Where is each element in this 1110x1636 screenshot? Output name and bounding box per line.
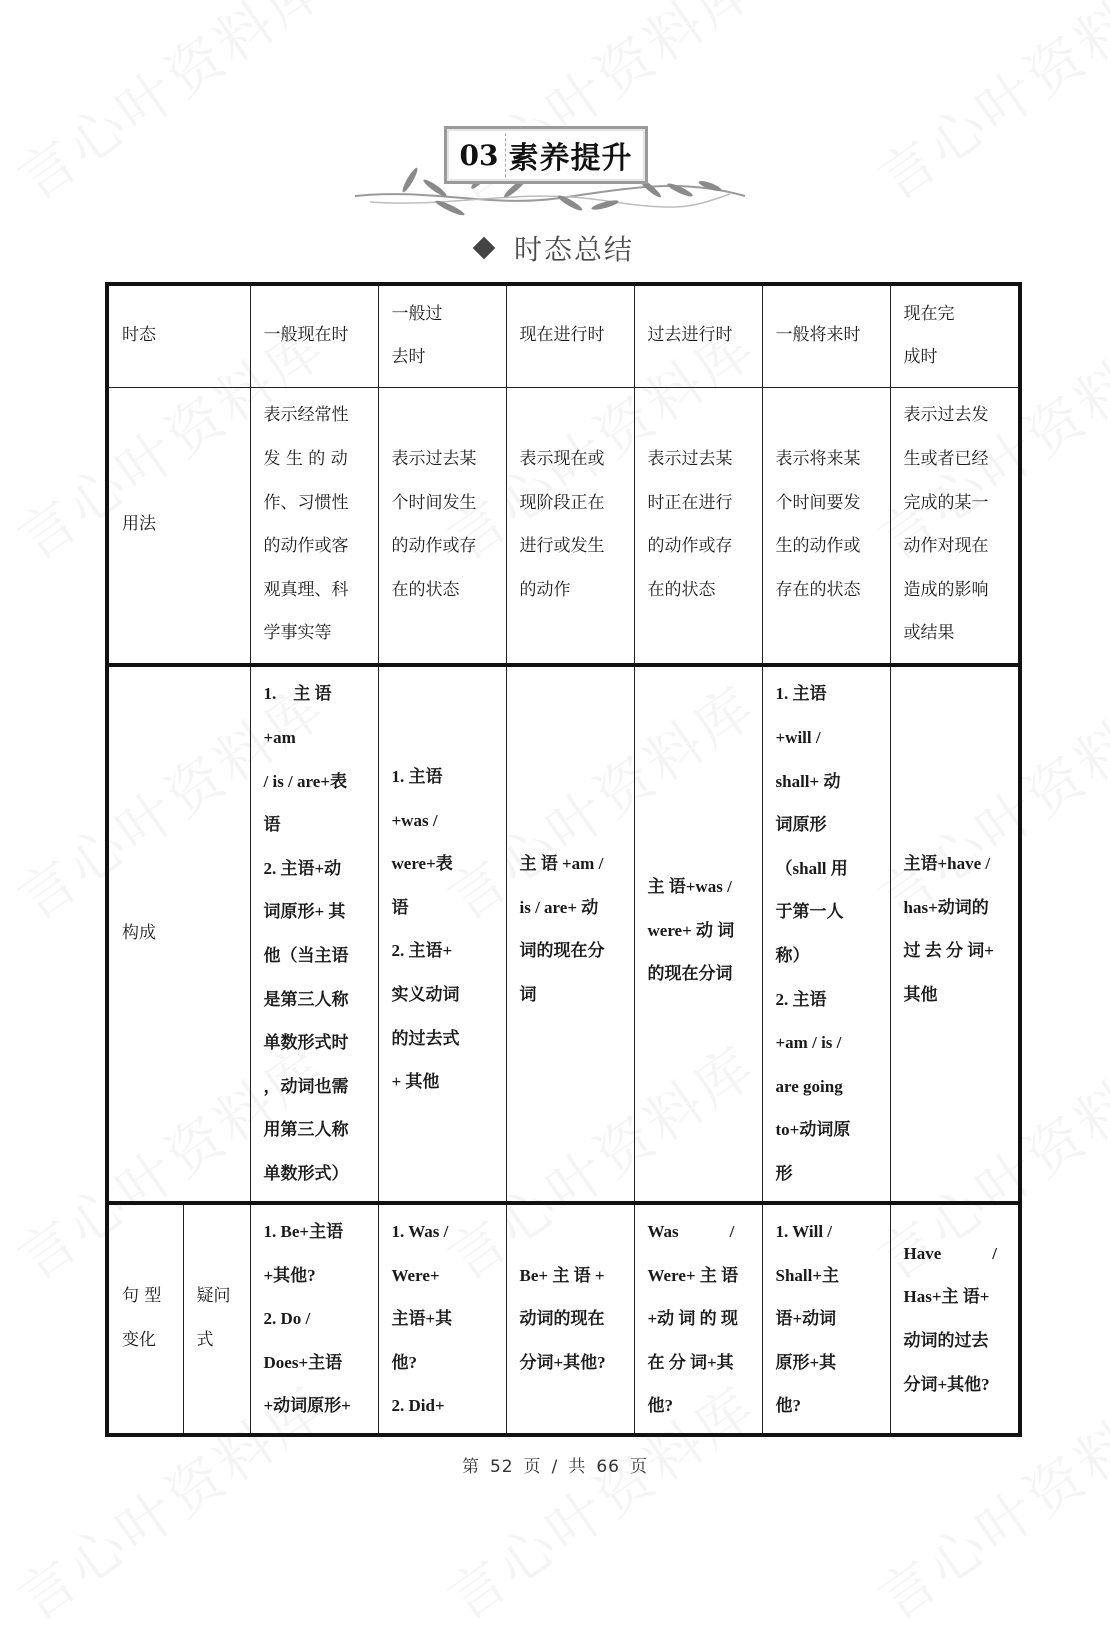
structure-label-cell bbox=[107, 665, 250, 1203]
cell-text: 过 去 分 词+ bbox=[903, 941, 994, 961]
header-tense-cell bbox=[890, 284, 1020, 387]
cell-text: 用第三人称 bbox=[263, 1120, 349, 1140]
total-pages-number: 66 bbox=[596, 1457, 620, 1477]
cell-text: Does+主语 bbox=[263, 1352, 343, 1372]
header-tense-cell bbox=[378, 284, 506, 387]
cell-text: 生的动作或 bbox=[775, 536, 861, 557]
cell-text: 主 语 +am / bbox=[519, 854, 604, 873]
row-label: 用法 bbox=[122, 514, 156, 535]
structure-cell bbox=[506, 665, 634, 1203]
cell-text: 单数形式时 bbox=[263, 1033, 349, 1053]
cell-text: 动词的现在 bbox=[519, 1309, 605, 1329]
cell-text: Be+ 主 语 + bbox=[519, 1265, 605, 1285]
usage-label-cell bbox=[107, 387, 250, 665]
cell-text: 于第一人 bbox=[775, 902, 844, 922]
cell-text: +am bbox=[263, 728, 296, 748]
cell-text: 生或者已经 bbox=[903, 449, 989, 470]
cell-text: 造成的影响 bbox=[903, 579, 989, 600]
footer-separator: / bbox=[551, 1457, 559, 1477]
header-label: 时态 bbox=[122, 325, 156, 346]
tense-name: 成时 bbox=[903, 347, 938, 368]
structure-cell bbox=[890, 665, 1020, 1203]
cell-text: 形 bbox=[775, 1163, 793, 1183]
cell-text: 进行或发生 bbox=[519, 536, 605, 557]
watermark bbox=[860, 0, 1110, 216]
structure-cell bbox=[250, 665, 378, 1203]
structure-cell bbox=[634, 665, 762, 1203]
cell-text: / is / are+表 bbox=[263, 771, 348, 791]
cell-text: 实义动词 bbox=[391, 984, 460, 1004]
cell-text: 主 语+was / bbox=[647, 877, 732, 896]
banner-title-box bbox=[444, 126, 648, 184]
cell-text: 他（当主语 bbox=[263, 946, 349, 965]
current-page-number: 52 bbox=[489, 1457, 514, 1477]
structure-row bbox=[107, 665, 1020, 1203]
usage-cell bbox=[890, 387, 1020, 665]
cell-text: 完成的某一 bbox=[903, 492, 989, 513]
cell-text: 表示将来某 bbox=[775, 449, 861, 470]
cell-text: to+动词原 bbox=[775, 1120, 851, 1140]
cell-text: 的动作或客 bbox=[263, 536, 349, 557]
usage-cell bbox=[506, 387, 634, 665]
tense-name: 一般现在时 bbox=[263, 325, 349, 346]
cell-text: 个时间发生 bbox=[391, 492, 477, 513]
row-sublabel: 疑问 bbox=[196, 1286, 231, 1307]
question-form-cell bbox=[250, 1203, 378, 1435]
question-form-cell bbox=[506, 1203, 634, 1435]
cell-text: 表示过去某 bbox=[647, 449, 733, 470]
cell-text: 1. Was / bbox=[391, 1222, 449, 1242]
row-sublabel: 式 bbox=[196, 1330, 214, 1350]
header-tense-cell bbox=[506, 284, 634, 387]
cell-text: + 其他 bbox=[391, 1072, 440, 1092]
cell-text: has+动词的 bbox=[903, 897, 989, 917]
tense-name: 一般将来时 bbox=[775, 325, 861, 346]
cell-text: +am / is / bbox=[775, 1033, 842, 1053]
page-footer bbox=[0, 1452, 1110, 1477]
cell-text: 主语+其 bbox=[391, 1309, 453, 1329]
cell-text: 时正在进行 bbox=[647, 492, 733, 513]
cell-text: 他? bbox=[391, 1352, 417, 1372]
tense-name: 一般过 bbox=[391, 303, 443, 324]
cell-text: （shall 用 bbox=[775, 858, 848, 878]
cell-text: 1. Will / bbox=[775, 1222, 833, 1242]
row-label: 句 型 bbox=[122, 1286, 162, 1307]
question-form-label-cell bbox=[183, 1203, 250, 1435]
cell-text: 作、习惯性 bbox=[263, 492, 349, 513]
cell-text: 2. Do / bbox=[263, 1309, 311, 1329]
section-title: 素养提升 bbox=[508, 141, 633, 176]
cell-text: 表示过去发 bbox=[903, 405, 989, 426]
footer-text: 页 bbox=[630, 1457, 648, 1477]
cell-text: 1. 主 语 bbox=[263, 684, 332, 704]
header-label-cell bbox=[107, 284, 250, 387]
structure-cell bbox=[378, 665, 506, 1203]
row-label: 变化 bbox=[122, 1330, 156, 1350]
cell-text: 词 bbox=[519, 984, 537, 1004]
cell-text: 他? bbox=[647, 1396, 673, 1416]
cell-text: 语+动词 bbox=[775, 1309, 837, 1329]
cell-text: 存在的状态 bbox=[775, 579, 861, 600]
section-number: 03 bbox=[459, 138, 499, 172]
usage-cell bbox=[762, 387, 890, 665]
usage-cell bbox=[378, 387, 506, 665]
tense-summary-table bbox=[105, 282, 1022, 1437]
section-banner bbox=[350, 118, 750, 218]
cell-text: 的现在分词 bbox=[647, 964, 733, 984]
cell-text: 分词+其他? bbox=[903, 1374, 990, 1394]
cell-text: +will / bbox=[775, 728, 821, 748]
cell-text: were+ 动 词 bbox=[647, 920, 735, 940]
cell-text: 观真理、科 bbox=[263, 579, 349, 600]
cell-text: 表示过去某 bbox=[391, 449, 477, 470]
cell-text: 原形+其 bbox=[775, 1352, 837, 1372]
header-tense-cell bbox=[250, 284, 378, 387]
question-form-cell bbox=[762, 1203, 890, 1435]
structure-cell bbox=[762, 665, 890, 1203]
cell-text: 动词的过去 bbox=[903, 1331, 989, 1350]
footer-text: 页 bbox=[523, 1457, 542, 1477]
cell-text: Were+ bbox=[391, 1265, 440, 1285]
cell-text: Were+ 主 语 bbox=[647, 1265, 739, 1285]
question-form-cell bbox=[890, 1203, 1020, 1435]
cell-text: 的过去式 bbox=[391, 1028, 460, 1048]
cell-text: 词的现在分 bbox=[519, 941, 605, 961]
cell-text: 2. Did+ bbox=[391, 1396, 445, 1416]
usage-cell bbox=[250, 387, 378, 665]
usage-cell bbox=[634, 387, 762, 665]
cell-text: 词原形 bbox=[775, 815, 827, 835]
cell-text: shall+ 动 bbox=[775, 771, 841, 791]
tense-name: 现在完 bbox=[903, 303, 955, 324]
cell-text: 的动作或存 bbox=[391, 536, 477, 557]
header-tense-cell bbox=[762, 284, 890, 387]
sentence-change-row bbox=[107, 1203, 1020, 1435]
sentence-change-label-cell bbox=[107, 1203, 183, 1435]
footer-text: 第 bbox=[461, 1457, 480, 1477]
tense-name: 过去进行时 bbox=[647, 325, 733, 346]
cell-text: ，动词也需 bbox=[263, 1076, 349, 1096]
cell-text: is / are+ 动 bbox=[519, 897, 599, 917]
cell-text: 单数形式） bbox=[263, 1163, 349, 1183]
tense-name: 现在进行时 bbox=[519, 325, 605, 346]
cell-text: 分词+其他? bbox=[519, 1352, 606, 1372]
cell-text: 语 bbox=[263, 815, 281, 835]
cell-text: 表示现在或 bbox=[519, 449, 605, 470]
page-subtitle bbox=[0, 228, 1110, 268]
table-header-row bbox=[107, 284, 1020, 387]
cell-text: 2. 主语 bbox=[775, 989, 827, 1009]
cell-text: 在的状态 bbox=[647, 579, 716, 600]
cell-text: 他? bbox=[775, 1396, 801, 1416]
cell-text: 称） bbox=[775, 946, 810, 965]
cell-text: 1. 主语 bbox=[391, 767, 443, 786]
subtitle-text: 时态总结 bbox=[513, 233, 634, 266]
cell-text: +was / bbox=[391, 810, 438, 830]
cell-text: 语 bbox=[391, 897, 409, 917]
cell-text: 的动作 bbox=[519, 579, 571, 600]
cell-text: 在的状态 bbox=[391, 579, 460, 600]
diamond-bullet-icon bbox=[473, 237, 496, 260]
cell-text: 发 生 的 动 bbox=[263, 449, 348, 470]
cell-text: +其他? bbox=[263, 1265, 316, 1285]
header-tense-cell bbox=[634, 284, 762, 387]
cell-text: Have / bbox=[903, 1243, 997, 1263]
cell-text: 词原形+ 其 bbox=[263, 902, 346, 922]
watermark bbox=[0, 0, 340, 216]
cell-text: Was / bbox=[647, 1222, 735, 1242]
cell-text: 在 分 词+其 bbox=[647, 1352, 734, 1372]
footer-text: 共 bbox=[568, 1457, 587, 1477]
cell-text: 主语+have / bbox=[903, 854, 991, 873]
cell-text: 现阶段正在 bbox=[519, 492, 605, 513]
cell-text: 是第三人称 bbox=[263, 989, 349, 1009]
cell-text: 2. 主语+ bbox=[391, 941, 453, 961]
cell-text: 动作对现在 bbox=[903, 536, 989, 557]
usage-row bbox=[107, 387, 1020, 665]
row-label: 构成 bbox=[122, 923, 156, 944]
cell-text: were+表 bbox=[391, 854, 453, 874]
question-form-cell bbox=[378, 1203, 506, 1435]
cell-text: Has+主 语+ bbox=[903, 1287, 990, 1307]
cell-text: 表示经常性 bbox=[263, 405, 349, 426]
cell-text: 其他 bbox=[903, 984, 938, 1004]
cell-text: +动词原形+ bbox=[263, 1396, 351, 1416]
tense-name: 去时 bbox=[391, 347, 426, 368]
cell-text: +动 词 的 现 bbox=[647, 1309, 738, 1329]
cell-text: 学事实等 bbox=[263, 623, 332, 644]
cell-text: 个时间要发 bbox=[775, 492, 861, 513]
cell-text: 1. Be+主语 bbox=[263, 1222, 344, 1242]
question-form-cell bbox=[634, 1203, 762, 1435]
cell-text: 的动作或存 bbox=[647, 536, 733, 557]
cell-text: 或结果 bbox=[903, 623, 955, 644]
cell-text: 2. 主语+动 bbox=[263, 858, 342, 878]
cell-text: Shall+主 bbox=[775, 1265, 840, 1285]
cell-text: 1. 主语 bbox=[775, 684, 827, 704]
cell-text: are going bbox=[775, 1076, 843, 1096]
